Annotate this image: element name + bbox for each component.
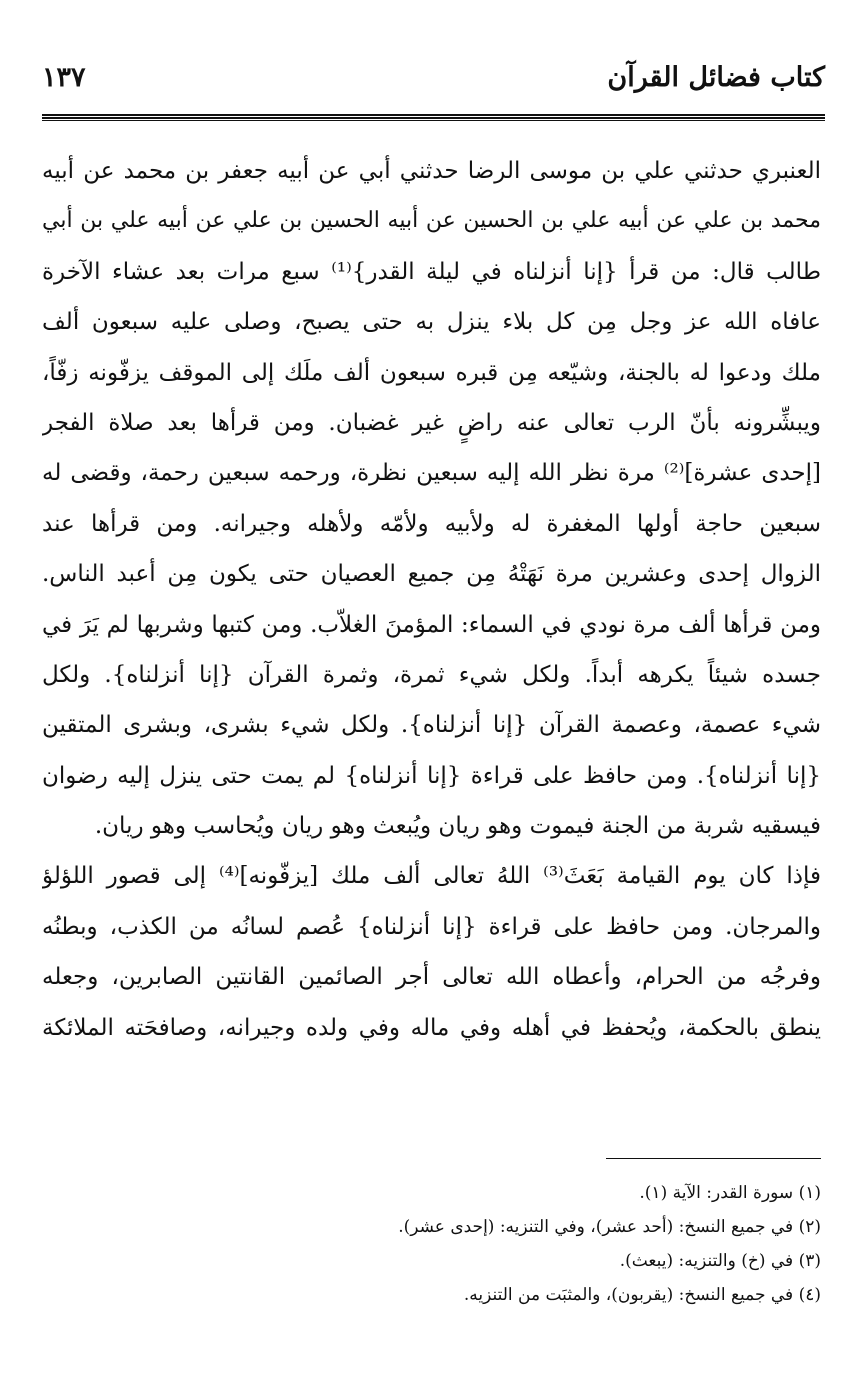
page-number: ١٣٧ [42,62,86,93]
body-line: ويبشِّرونه بأنّ الرب تعالى عنه راضٍ غير غضبان. ومن قرأها بعد صلاة الفجر [42,409,821,436]
page-header [42,62,825,102]
body-line: طالب قال: من قرأ {إنا أنزلناه في ليلة القدر}⁽¹⁾ سبع مرات بعد عشاء الآخرة [42,258,821,285]
book-title: كتاب فضائل القرآن [607,62,825,93]
footnote: (١) سورة القدر: الآية (١). [639,1183,821,1203]
footnote-rule [606,1158,821,1159]
body-line: فإذا كان يوم القيامة بَعَثَ⁽³⁾ اللهُ تعالى ألف ملك [يزفّونه]⁽⁴⁾ إلى قصور اللؤلؤ [42,863,821,890]
footnote: (٢) في جميع النسخ: (أحد عشر)، وفي التنزيه: (إحدى عشر). [398,1217,821,1237]
body-line: ومن قرأها ألف مرة نودي في السماء: المؤمنَ الغلاّب. ومن كتبها وشربها لم يَرَ في [42,611,821,638]
body-line: والمرجان. ومن حافظ على قراءة {إنا أنزلناه} عُصم لسانُه من الكذب، وبطنُه [42,913,821,940]
body-line: ملك ودعوا له بالجنة، وشيّعه مِن قبره سبعون ألف ملَك إلى الموقف يزفّونه زفّاً، [42,359,821,386]
body-line: {إنا أنزلناه}. ومن حافظ على قراءة {إنا أنزلناه} لم يمت حتى ينزل إليه رضوان [42,762,821,789]
header-rule [42,114,825,119]
body-line: جسده شيئاً يكرهه أبداً. ولكل شيء ثمرة، وثمرة القرآن {إنا أنزلناه}. ولكل [42,661,821,688]
body-line: [إحدى عشرة]⁽²⁾ مرة نظر الله إليه سبعين نظرة، ورحمه سبعين رحمة، وقضى له [42,460,821,487]
footnote: (٣) في (خ) والتنزيه: (يبعث). [619,1251,821,1271]
body-text [42,146,821,1053]
footnotes [42,1176,821,1312]
body-line: شيء عصمة، وعصمة القرآن {إنا أنزلناه}. ولكل شيء بشرى، وبشرى المتقين [42,712,821,739]
body-line: فيسقيه شربة من الجنة فيموت وهو ريان ويُبعث وهو ريان ويُحاسب وهو ريان. [94,813,821,840]
body-line: وفرجُه من الحرام، وأعطاه الله تعالى أجر الصائمين القانتين الصابرين، وجعله [42,964,821,991]
body-line: محمد بن علي عن أبيه علي بن الحسين عن أبيه الحسين بن علي عن أبيه علي بن أبي [42,208,821,234]
footnote: (٤) في جميع النسخ: (يقربون)، والمثبَت من التنزيه. [463,1285,821,1305]
body-line: الزوال إحدى وعشرين مرة نَهَتْهُ مِن جميع العصيان حتى يكون مِن أعبد الناس. [42,561,821,588]
body-line: عافاه الله عز وجل مِن كل بلاء ينزل به حتى يصبح، وصلى عليه سبعون ألف [42,309,821,336]
body-line: سبعين حاجة أولها المغفرة له ولأبيه ولأمّه ولأهله وجيرانه. ومن قرأها عند [42,510,821,537]
body-line: ينطق بالحكمة، ويُحفظ في أهله وفي ماله وفي ولده وجيرانه، وصافحَته الملائكة [42,1014,821,1041]
body-line: العنبري حدثني علي بن موسى الرضا حدثني أبي عن أبيه جعفر بن محمد عن أبيه [42,158,821,184]
